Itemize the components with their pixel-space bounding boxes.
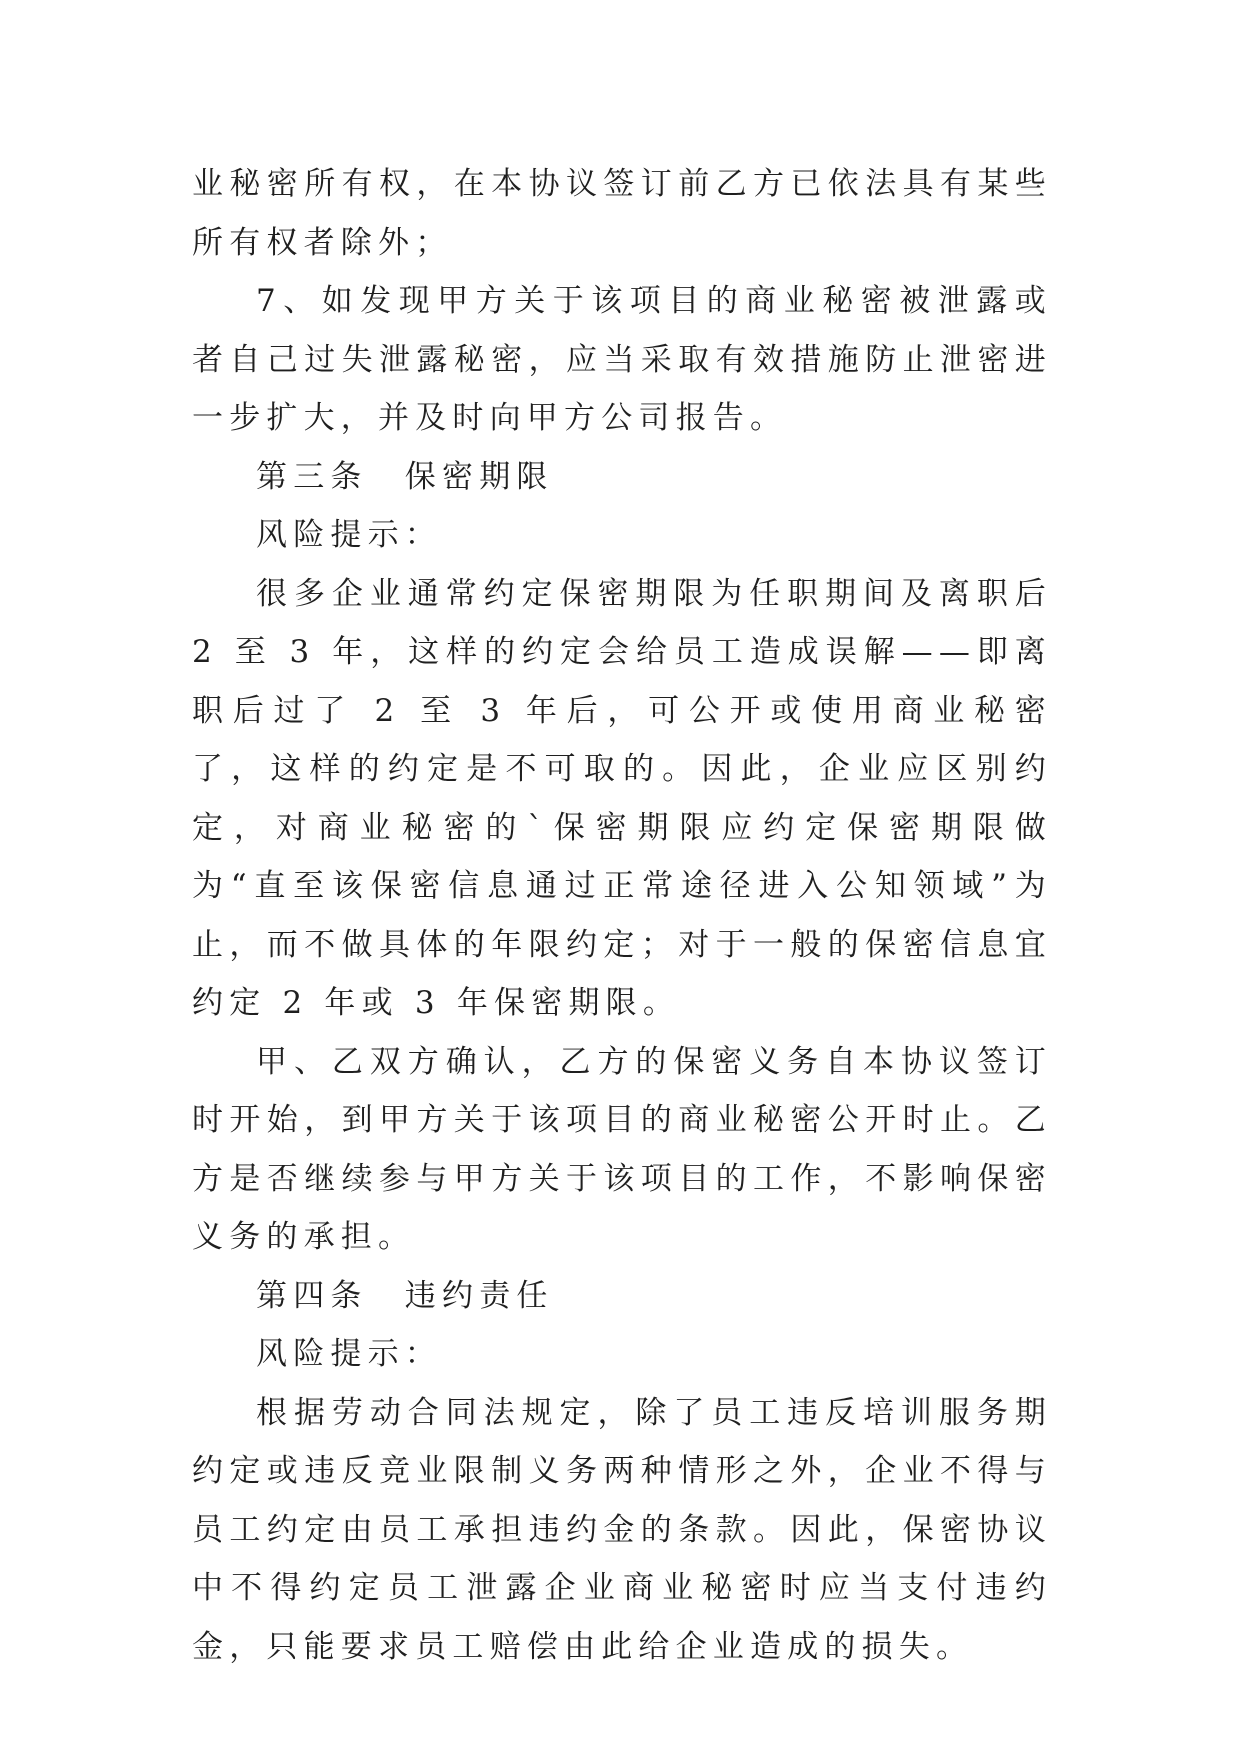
- paragraph-risk-note-term: 很多企业通常约定保密期限为任职期间及离职后 2 至 3 年，这样的约定会给员工造成误解——即离职后过了 2 至 3 年后，可公开或使用商业秘密了，这样的约定是不可取的。因此，企业应区别约定，对商业秘密的`保密期限应约定保密期限做为“直至该保密信息通过正常途径进入公知领域”为止，而不做具体的年限约定；对于一般的保密信息宜约定 2 年或 3 年保密期限。: [192, 575, 1052, 1021]
- paragraph-confirmation: 甲、乙双方确认，乙方的保密义务自本协议签订时开始，到甲方关于该项目的商业秘密公开时止。乙方是否继续参与甲方关于该项目的工作，不影响保密义务的承担。: [192, 1043, 1052, 1255]
- heading-article-4: 第四条 违约责任: [256, 1277, 554, 1314]
- risk-note-label: 风险提示：: [256, 517, 442, 553]
- document-body: [192, 155, 1052, 1676]
- heading-article-3: 第三条 保密期限: [256, 458, 554, 495]
- paragraph-continuation: 业秘密所有权，在本协议签订前乙方已依法具有某些所有权者除外；: [192, 166, 1052, 261]
- paragraph-clause-7: 7、如发现甲方关于该项目的商业秘密被泄露或者自己过失泄露秘密，应当采取有效措施防止泄密进一步扩大，并及时向甲方公司报告。: [192, 283, 1052, 436]
- risk-note-label: 风险提示：: [256, 1336, 442, 1372]
- paragraph-risk-note-liability: 根据劳动合同法规定，除了员工违反培训服务期约定或违反竞业限制义务两种情形之外，企业不得与员工约定由员工承担违约金的条款。因此，保密协议中不得约定员工泄露企业商业秘密时应当支付违约金，只能要求员工赔偿由此给企业造成的损失。: [192, 1394, 1052, 1665]
